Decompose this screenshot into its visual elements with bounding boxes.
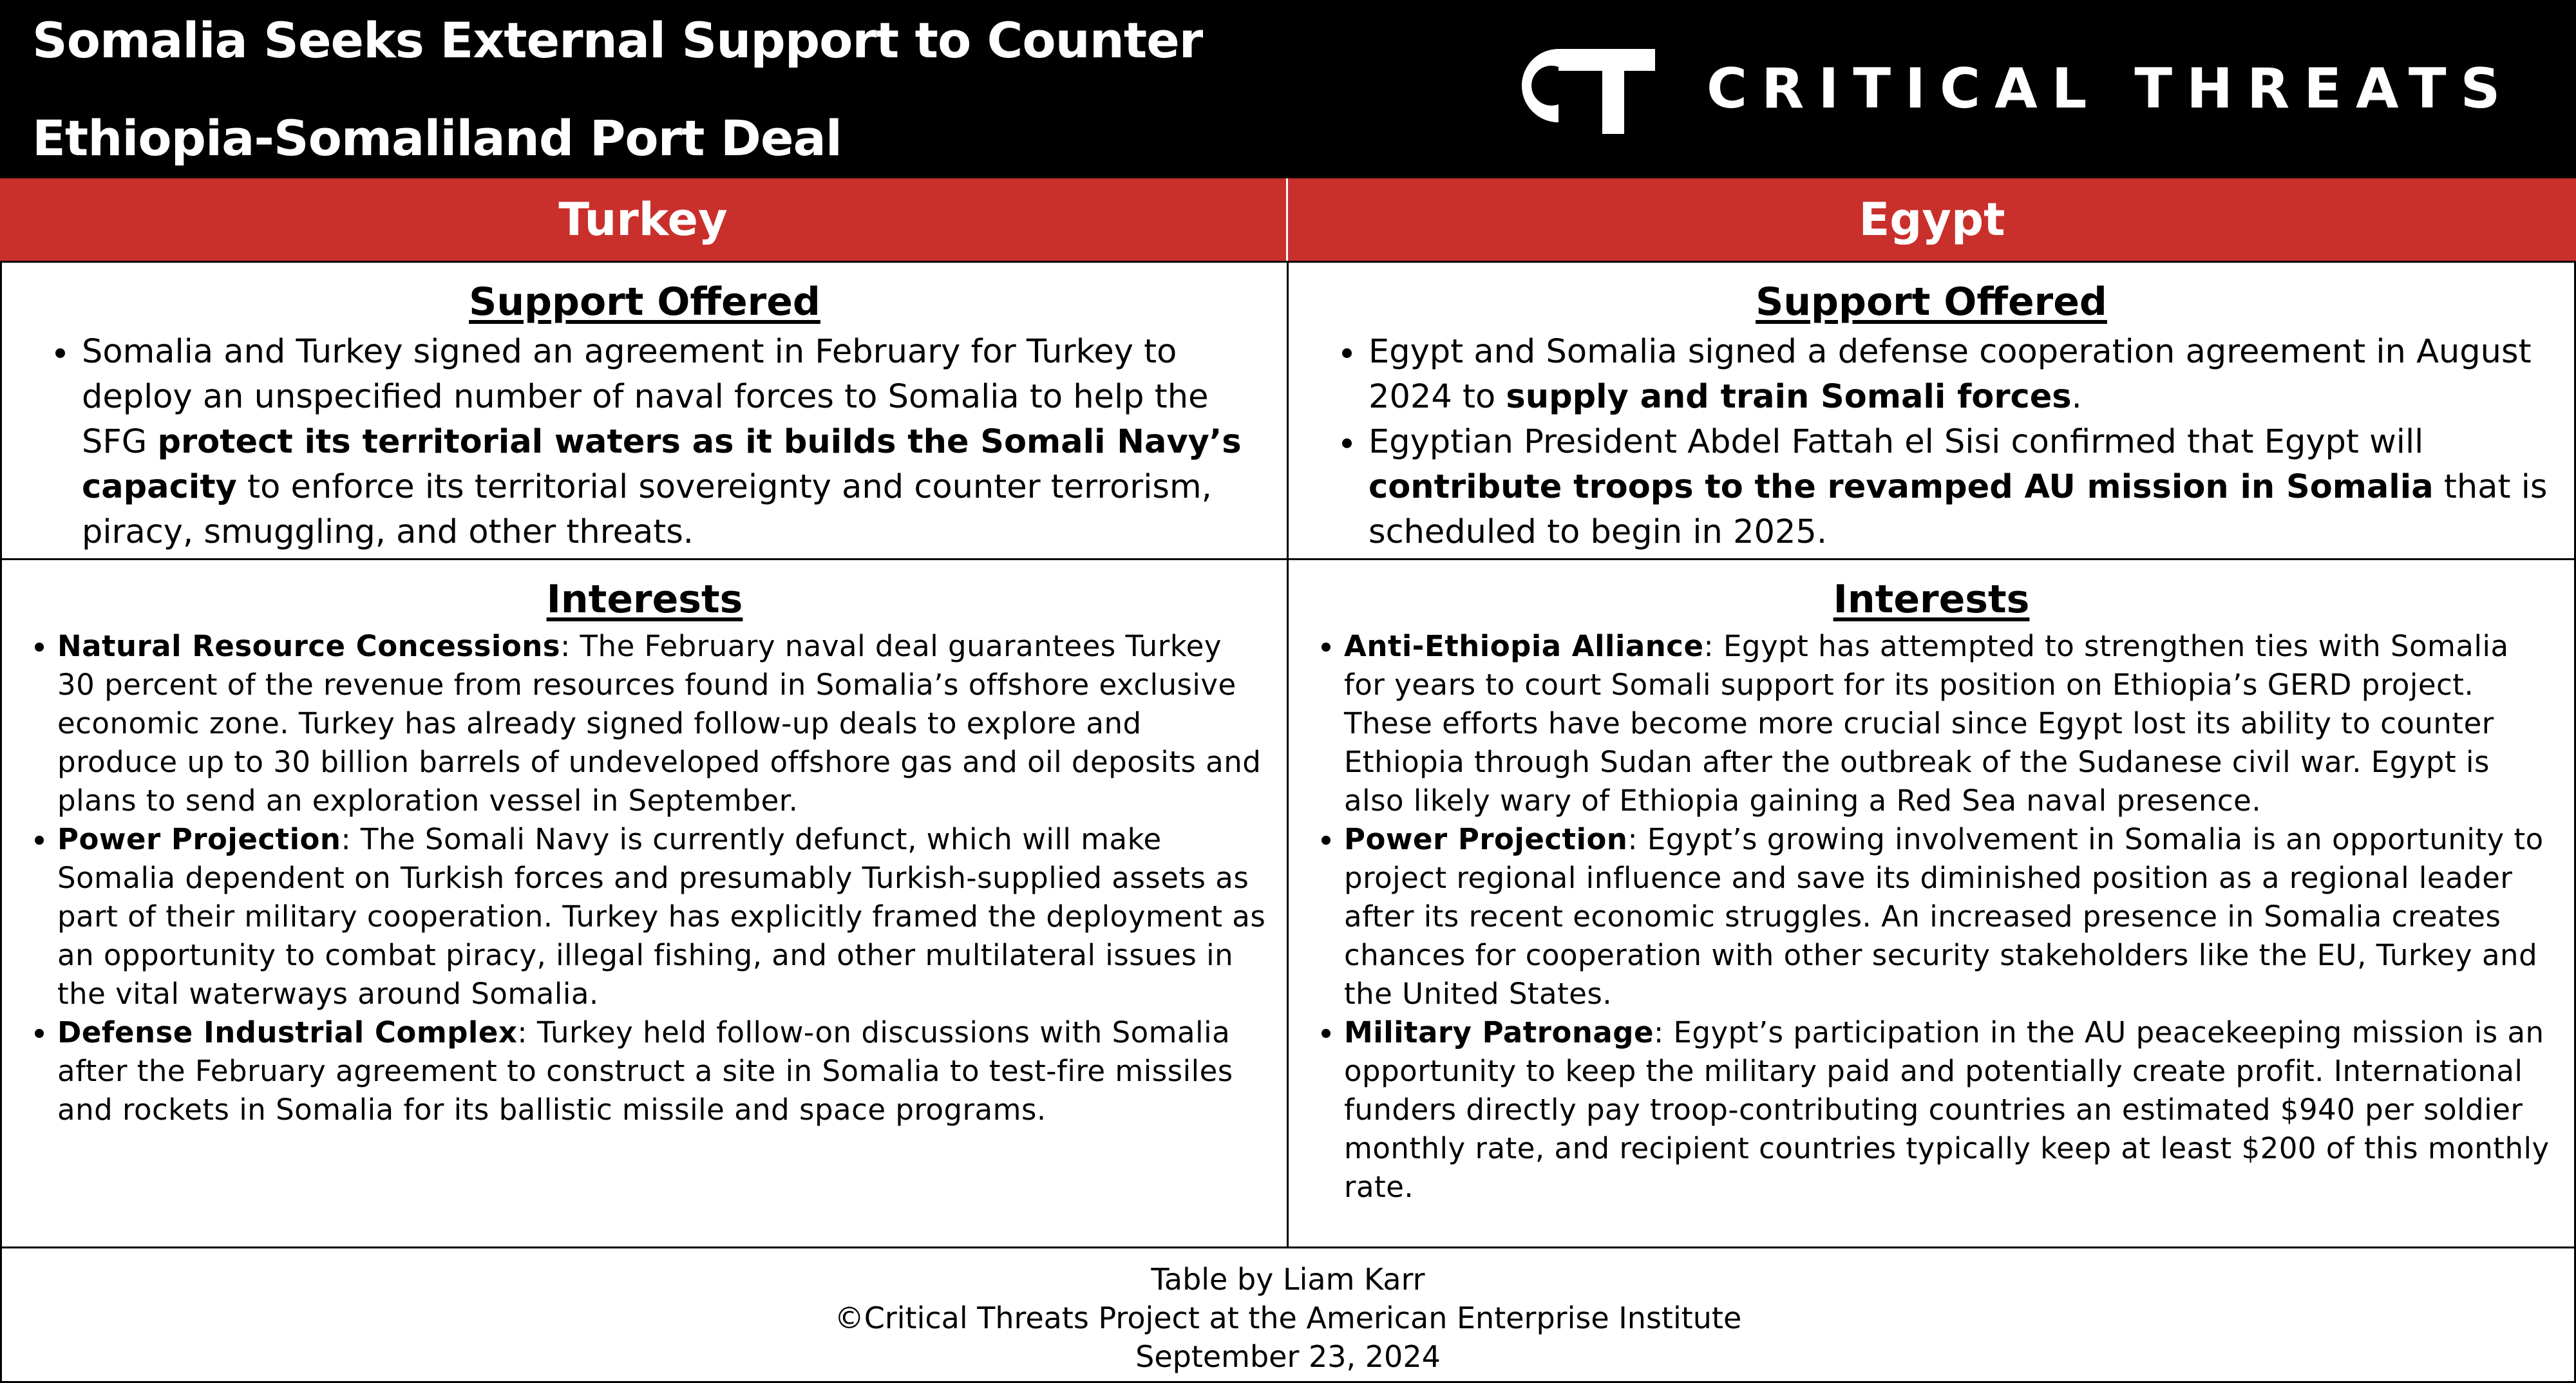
footer-copyright: ©Critical Threats Project at the American Enterprise Institute (834, 1301, 1742, 1335)
list-item: • Military Patronage: Egypt’s participation in the AU peacekeeping mission is an opportunity to keep the military paid and potentially create profit. International funders directly pay troop-contributing countries an estimated $940 per soldier monthly rate, and recipient countries typically keep at least $200 of this monthly rate. (1344, 1013, 2555, 1207)
list-item: • Egypt and Somalia signed a defense cooperation agreement in August 2024 to supply and train Somali forces. (1366, 330, 2548, 420)
egypt-support-title: Support Offered (1756, 279, 2107, 325)
column-header-egypt: Egypt (1288, 178, 2576, 261)
egypt-interests-cell (1287, 558, 2576, 1248)
list-item: • Anti-Ethiopia Alliance: Egypt has attempted to strengthen ties with Somalia for years to court Somali support for its position on Ethiopia’s GERD project. These efforts have become more crucial since Egypt lost its ability to counter Ethiopia through Sudan after the outbreak of the Sudanese civil war. Egypt is also likely wary of Ethiopia gaining a Red Sea naval presence. (1344, 627, 2555, 820)
title-line-1: Somalia Seeks External Support to Counter (32, 12, 1203, 69)
turkey-support-list (2, 330, 1287, 555)
turkey-support-title: Support Offered (469, 279, 820, 325)
list-item: • Defense Industrial Complex: Turkey held follow-on discussions with Somalia after the February agreement to construct a site in Somalia to test-fire missiles and rockets in Somalia for its ballistic missile and space programs. (57, 1013, 1268, 1129)
header-bar (0, 0, 2576, 178)
title-line-2: Ethiopia-Somaliland Port Deal (32, 109, 842, 167)
turkey-interests-cell (0, 558, 1289, 1248)
list-item: • Somalia and Turkey signed an agreement in February for Turkey to deploy an unspecified number of naval forces to Somalia to help the SFG protect its territorial waters as it builds the Somali Navy’s capacity to enforce its territorial sovereignty and counter terrorism, piracy, smuggling, and other threats. (79, 330, 1262, 555)
logo-wordmark: CRITICAL THREATS (1707, 57, 2515, 121)
list-item: • Natural Resource Concessions: The February naval deal guarantees Turkey 30 percent of the revenue from resources found in Somalia’s offshore exclusive economic zone. Turkey has already signed follow-up deals to explore and produce up to 30 billion barrels of undeveloped offshore gas and oil deposits and plans to send an exploration vessel in September. (57, 627, 1268, 820)
turkey-support-cell (0, 261, 1289, 560)
egypt-interests-title: Interests (1833, 577, 2030, 622)
list-item: • Power Projection: Egypt’s growing involvement in Somalia is an opportunity to project regional influence and save its diminished position as a regional leader after its recent economic struggles. An increased presence in Somalia creates chances for cooperation with other security stakeholders like the EU, Turkey and the United States. (1344, 820, 2555, 1013)
list-item: • Power Projection: The Somali Navy is currently defunct, which will make Somalia dependent on Turkish forces and presumably Turkish-supplied assets as part of their military cooperation. Turkey has explicitly framed the deployment as an opportunity to combat piracy, illegal fishing, and other multilateral issues in the vital waterways around Somalia. (57, 820, 1268, 1013)
ct-logo-mark (1462, 37, 1655, 134)
footer-author: Table by Liam Karr (1151, 1262, 1425, 1297)
footer-text (2, 1248, 2574, 1376)
list-item: • Egyptian President Abdel Fattah el Sisi confirmed that Egypt will contribute troops to the revamped AU mission in Somalia that is scheduled to begin in 2025. (1366, 420, 2548, 555)
critical-threats-logo (1462, 37, 2563, 134)
egypt-interests-list (1289, 627, 2574, 1207)
column-header-turkey: Turkey (0, 178, 1288, 261)
footer-date: September 23, 2024 (1135, 1339, 1441, 1374)
turkey-interests-list (2, 627, 1287, 1129)
egypt-support-list (1289, 330, 2574, 555)
footer-credits (0, 1247, 2576, 1383)
egypt-support-cell (1287, 261, 2576, 560)
turkey-interests-title: Interests (546, 577, 743, 622)
